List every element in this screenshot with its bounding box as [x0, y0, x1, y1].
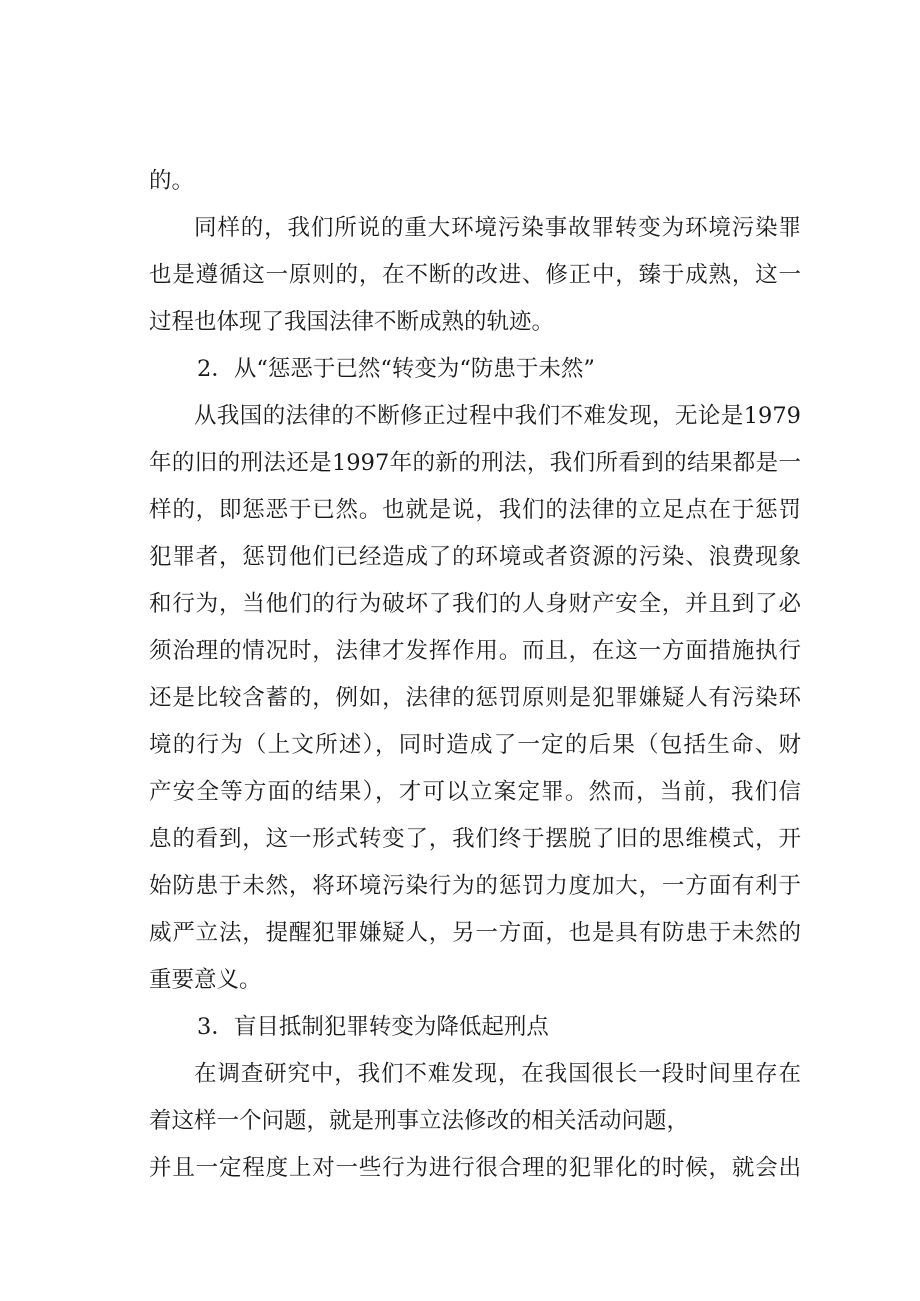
- paragraph-line: 始防患于未然，将环境污染行为的惩罚力度加大，一方面有利于: [149, 873, 801, 899]
- paragraph-line: 并且一定程度上对一些行为进行很合理的犯罪化的时候，就会出: [149, 1155, 801, 1181]
- paragraph-line: 产安全等方面的结果），才可以立案定罪。然而，当前，我们信: [149, 779, 801, 805]
- paragraph-line: 须治理的情况时，法律才发挥作用。而且，在这一方面措施执行: [149, 638, 801, 664]
- paragraph-line: 犯罪者，惩罚他们已经造成了的环境或者资源的污染、浪费现象: [149, 544, 801, 570]
- paragraph-line: 威严立法，提醒犯罪嫌疑人，另一方面，也是具有防患于未然的: [149, 920, 801, 946]
- paragraph-line: 在调查研究中，我们不难发现，在我国很长一段时间里存在: [194, 1061, 801, 1087]
- paragraph-line: 从我国的法律的不断修正过程中我们不难发现，无论是1979: [194, 403, 801, 429]
- paragraph-line: 重要意义。: [149, 967, 262, 993]
- paragraph-line: 息的看到，这一形式转变了，我们终于摆脱了旧的思维模式，开: [149, 826, 801, 852]
- paragraph-line: 年的旧的刑法还是1997年的新的刑法，我们所看到的结果都是一: [149, 450, 801, 476]
- paragraph-line: 过程也体现了我国法律不断成熟的轨迹。: [149, 309, 555, 335]
- paragraph-line: 样的，即惩恶于已然。也就是说，我们的法律的立足点在于惩罚: [149, 497, 801, 523]
- paragraph-line: 同样的，我们所说的重大环境污染事故罪转变为环境污染罪: [194, 215, 801, 241]
- paragraph-line: 的。: [149, 168, 195, 194]
- paragraph-line: 和行为，当他们的行为破坏了我们的人身财产安全，并且到了必: [149, 591, 801, 617]
- paragraph-line: 还是比较含蓄的，例如，法律的惩罚原则是犯罪嫌疑人有污染环: [149, 685, 801, 711]
- paragraph-line: 境的行为（上文所述），同时造成了一定的后果（包括生命、财: [149, 732, 801, 758]
- body-text: [149, 158, 801, 1192]
- paragraph-line: 着这样一个问题，就是刑事立法修改的相关活动问题，: [149, 1108, 690, 1134]
- paragraph-line: 也是遵循这一原则的，在不断的改进、修正中，臻于成熟，这一: [149, 262, 801, 288]
- section-heading-2: 2．从“惩恶于已然“转变为“防患于未然”: [197, 356, 595, 382]
- section-heading-3: 3．盲目抵制犯罪转变为降低起刑点: [197, 1014, 549, 1040]
